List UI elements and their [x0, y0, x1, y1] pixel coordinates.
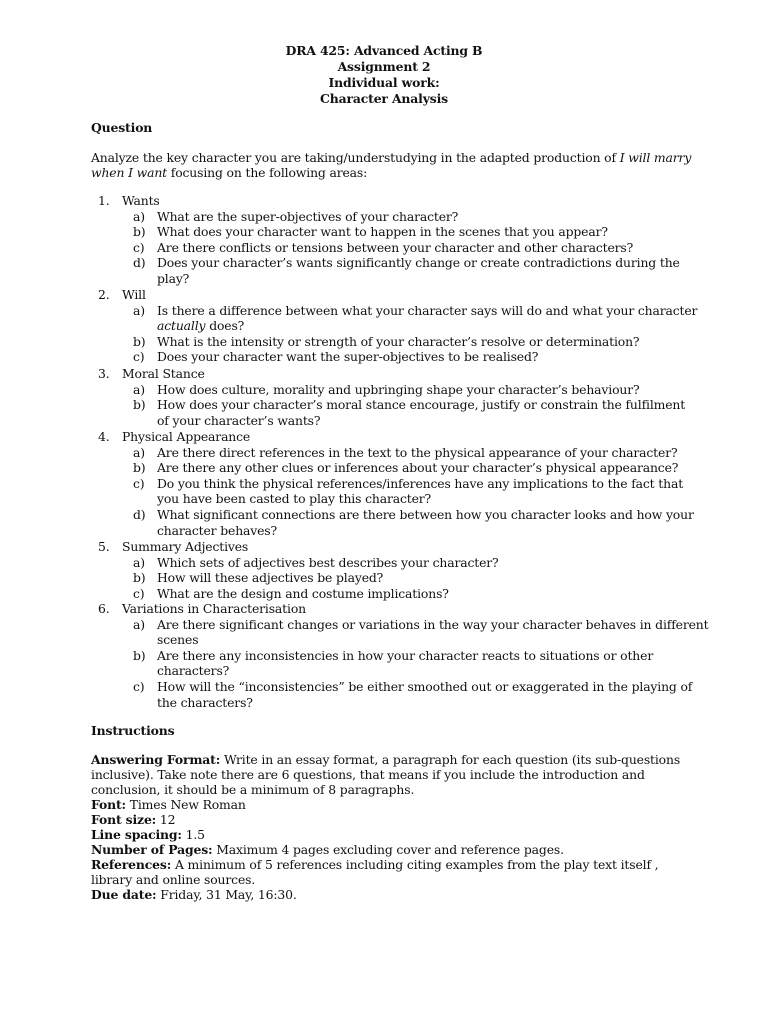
- question-title: Will: [122, 287, 146, 302]
- subquestion-text: Does your character’s wants significantly change or create contradictions during the: [157, 255, 680, 270]
- answering-format-text: Write in an essay format, a paragraph for each question (its sub-questions: [220, 752, 681, 767]
- subquestion-marker: c): [133, 476, 145, 491]
- question-number: 1.: [98, 193, 110, 208]
- question-number: 2.: [98, 287, 110, 302]
- subquestion-text: Are there conflicts or tensions between your character and other characters?: [157, 240, 634, 255]
- intro-text-cont: focusing on the following areas:: [166, 165, 368, 180]
- subquestion-text: the characters?: [157, 695, 253, 710]
- subquestion-text: Which sets of adjectives best describes your character?: [157, 555, 499, 570]
- subquestion-text: What is the intensity or strength of your character’s resolve or determination?: [157, 334, 640, 349]
- pages-line: [91, 842, 564, 858]
- emphasis-text: actually: [157, 318, 206, 333]
- font-value: Times New Roman: [125, 797, 246, 812]
- answering-format-line-3: conclusion, it should be a minimum of 8 paragraphs.: [91, 782, 415, 797]
- answering-format-label: Answering Format:: [91, 752, 221, 767]
- due-date-line: [91, 887, 297, 903]
- assignment-number: Assignment 2: [337, 59, 431, 74]
- subquestion-marker: a): [133, 445, 145, 460]
- font-label: Font:: [91, 797, 126, 812]
- subquestion-marker: a): [133, 555, 145, 570]
- subquestion-text: How does your character’s moral stance encourage, justify or constrain the fulfilment: [157, 397, 686, 412]
- subquestion-marker: c): [133, 586, 145, 601]
- references-line-1: [91, 857, 658, 873]
- subquestion-text: characters?: [157, 663, 230, 678]
- subquestion-text: What are the super-objectives of your character?: [157, 209, 459, 224]
- subquestion-text: character behaves?: [157, 523, 277, 538]
- subquestion-text: What does your character want to happen in the scenes that you appear?: [157, 224, 608, 239]
- question-heading: Question: [91, 120, 153, 135]
- play-title-cont: when I want: [91, 165, 167, 180]
- intro-text: Analyze the key character you are taking/understudying in the adapted production of: [91, 150, 620, 165]
- subquestion-text: [157, 318, 244, 334]
- line-spacing-line: [91, 827, 205, 843]
- subquestion-marker: a): [133, 382, 145, 397]
- subquestion-marker: b): [133, 460, 146, 475]
- pages-label: Number of Pages:: [91, 842, 213, 857]
- subquestion-marker: c): [133, 679, 145, 694]
- subquestion-text: What are the design and costume implications?: [157, 586, 449, 601]
- question-title: Summary Adjectives: [122, 539, 249, 554]
- document-header: [0, 43, 768, 107]
- subquestion-text: play?: [157, 271, 190, 286]
- font-size-label: Font size:: [91, 812, 157, 827]
- subquestion-text-cont: does?: [205, 318, 245, 333]
- play-title: I will marry: [619, 150, 692, 165]
- font-line: [91, 797, 246, 813]
- pages-value: Maximum 4 pages excluding cover and reference pages.: [212, 842, 564, 857]
- answering-format-line-2: inclusive). Take note there are 6 questions, that means if you include the introduction and: [91, 767, 645, 782]
- subquestion-marker: b): [133, 224, 146, 239]
- instructions-heading: Instructions: [91, 723, 175, 738]
- subquestion-text: Are there direct references in the text to the physical appearance of your character?: [157, 445, 678, 460]
- subquestion-text: How will these adjectives be played?: [157, 570, 384, 585]
- subquestion-text: Are there any inconsistencies in how your character reacts to situations or other: [157, 648, 654, 663]
- intro-line-1: [91, 150, 691, 166]
- subquestion-marker: a): [133, 617, 145, 632]
- question-title: Physical Appearance: [122, 429, 251, 444]
- question-title: Moral Stance: [122, 366, 205, 381]
- subquestion-text: scenes: [157, 632, 199, 647]
- subquestion-text: Does your character want the super-objectives to be realised?: [157, 349, 539, 364]
- subquestion-text: How will the “inconsistencies” be either smoothed out or exaggerated in the playing of: [157, 679, 693, 694]
- subquestion-marker: a): [133, 209, 145, 224]
- subquestion-marker: d): [133, 507, 146, 522]
- subquestion-marker: b): [133, 570, 146, 585]
- line-spacing-label: Line spacing:: [91, 827, 182, 842]
- subquestion-text: Are there significant changes or variations in the way your character behaves in different: [157, 617, 709, 632]
- question-number: 5.: [98, 539, 110, 554]
- subquestion-marker: d): [133, 255, 146, 270]
- font-size-value: 12: [156, 812, 176, 827]
- subquestion-marker: b): [133, 648, 146, 663]
- question-number: 6.: [98, 601, 110, 616]
- question-number: 4.: [98, 429, 110, 444]
- subquestion-text: Are there any other clues or inferences about your character’s physical appearance?: [157, 460, 679, 475]
- subquestion-marker: c): [133, 240, 145, 255]
- line-spacing-value: 1.5: [181, 827, 205, 842]
- references-value: A minimum of 5 references including citing examples from the play text itself ,: [171, 857, 659, 872]
- subquestion-text: How does culture, morality and upbringing shape your character’s behaviour?: [157, 382, 640, 397]
- course-title: DRA 425: Advanced Acting B: [285, 43, 483, 58]
- subquestion-marker: c): [133, 349, 145, 364]
- subquestion-text: Is there a difference between what your character says will do and what your character: [157, 303, 698, 318]
- due-date-value: Friday, 31 May, 16:30.: [156, 887, 297, 902]
- intro-line-2: [91, 165, 367, 181]
- question-title: Wants: [122, 193, 160, 208]
- subquestion-marker: b): [133, 397, 146, 412]
- answering-format-line-1: [91, 752, 680, 768]
- references-line-2: library and online sources.: [91, 872, 256, 887]
- font-size-line: [91, 812, 175, 828]
- work-type: Individual work:: [328, 75, 440, 90]
- subquestion-marker: a): [133, 303, 145, 318]
- subquestion-text: of your character’s wants?: [157, 413, 321, 428]
- subquestion-text: What significant connections are there between how you character looks and how your: [157, 507, 694, 522]
- subquestion-text: Do you think the physical references/inferences have any implications to the fact that: [157, 476, 684, 491]
- question-number: 3.: [98, 366, 110, 381]
- question-title: Variations in Characterisation: [122, 601, 306, 616]
- references-label: References:: [91, 857, 172, 872]
- assignment-topic: Character Analysis: [320, 91, 448, 106]
- subquestion-text: you have been casted to play this character?: [157, 491, 432, 506]
- subquestion-marker: b): [133, 334, 146, 349]
- due-date-label: Due date:: [91, 887, 157, 902]
